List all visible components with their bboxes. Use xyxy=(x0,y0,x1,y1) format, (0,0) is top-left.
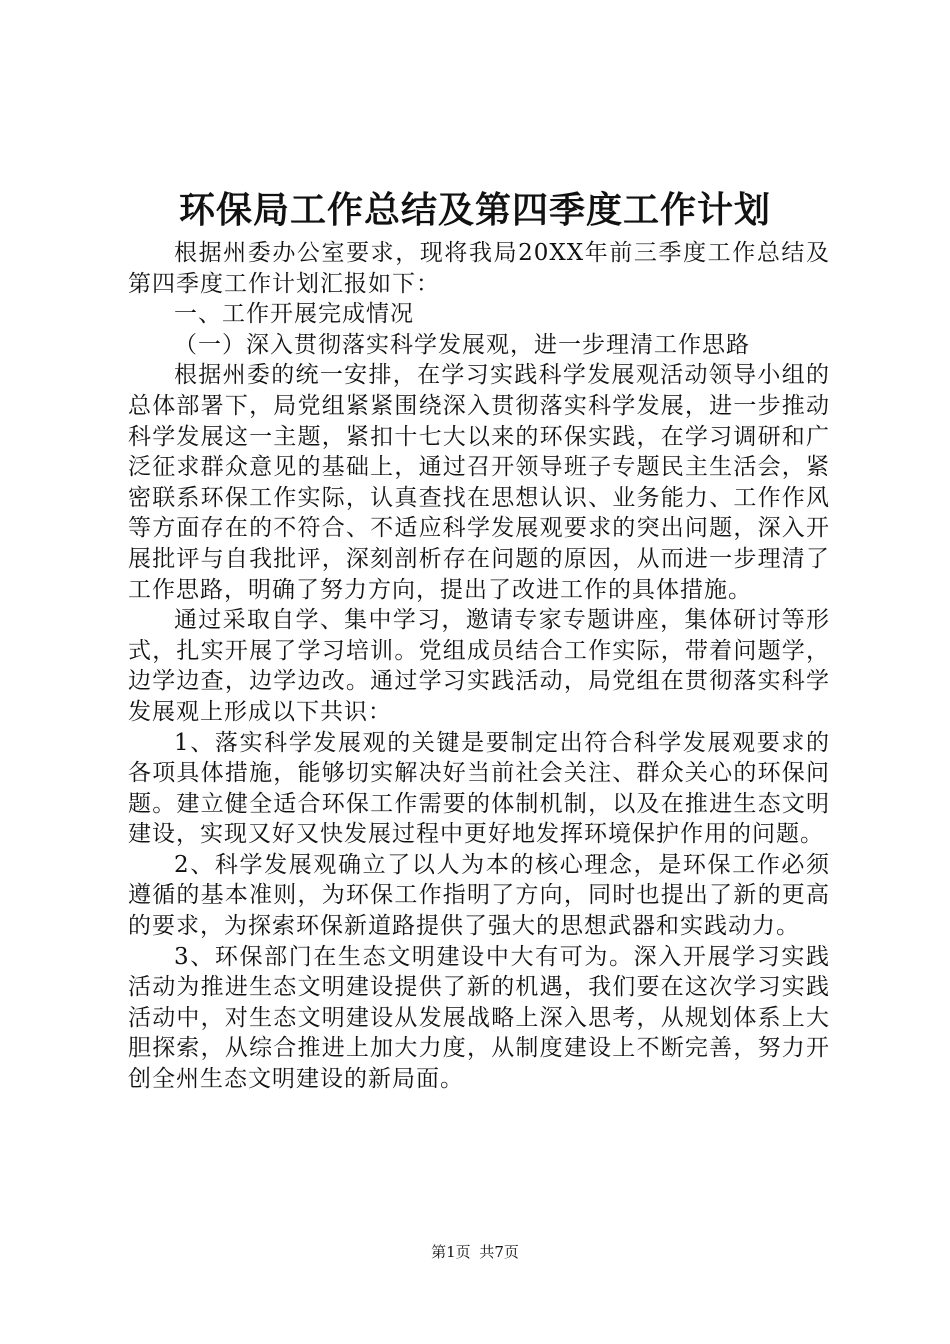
list-item: 2、科学发展观确立了以人为本的核心理念，是环保工作必须遵循的基本准则，为环保工作指明了方向，同时也提出了新的更高的要求，为探索环保新道路提供了强大的思想武器和实践动力。 xyxy=(128,851,830,940)
page-number: 第1页 xyxy=(431,1243,471,1261)
section-heading: 一、工作开展完成情况 xyxy=(174,301,414,328)
paragraph-intro: 根据州委办公室要求，现将我局20XX年前三季度工作总结及第四季度工作计划汇报如下： xyxy=(128,240,830,297)
list-item: 1、落实科学发展观的关键是要制定出符合科学发展观要求的各项具体措施，能够切实解决好当前社会关注、群众关心的环保问题。建立健全适合环保工作需要的体制机制，以及在推进生态文明建设，实现又好又快发展过程中更好地发挥环境保护作用的问题。 xyxy=(128,729,830,848)
document-title: 环保局工作总结及第四季度工作计划 xyxy=(178,189,771,231)
document-body xyxy=(128,238,830,1095)
paragraph: 通过采取自学、集中学习，邀请专家专题讲座，集体研讨等形式，扎实开展了学习培训。党组成员结合工作实际，带着问题学，边学边查，边学边改。通过学习实践活动，局党组在贯彻落实科学发展观上形成以下共识： xyxy=(128,607,830,725)
page-total: 共7页 xyxy=(479,1243,519,1261)
subsection-heading: （一）深入贯彻落实科学发展观，进一步理清工作思路 xyxy=(174,331,750,358)
page-footer xyxy=(0,1240,950,1264)
list-item: 3、环保部门在生态文明建设中大有可为。深入开展学习实践活动为推进生态文明建设提供了新的机遇，我们要在这次学习实践活动中，对生态文明建设从发展战略上深入思考，从规划体系上大胆探索，从综合推进上加大力度，从制度建设上不断完善，努力开创全州生态文明建设的新局面。 xyxy=(128,943,830,1093)
paragraph: 根据州委的统一安排，在学习实践科学发展观活动领导小组的总体部署下，局党组紧紧围绕深入贯彻落实科学发展，进一步推动科学发展这一主题，紧扣十七大以来的环保实践，在学习调研和广泛征求群众意见的基础上，通过召开领导班子专题民主生活会，紧密联系环保工作实际，认真查找在思想认识、业务能力、工作作风等方面存在的不符合、不适应科学发展观要求的突出问题，深入开展批评与自我批评，深刻剖析存在问题的原因，从而进一步理清了工作思路，明确了努力方向，提出了改进工作的具体措施。 xyxy=(128,362,830,603)
